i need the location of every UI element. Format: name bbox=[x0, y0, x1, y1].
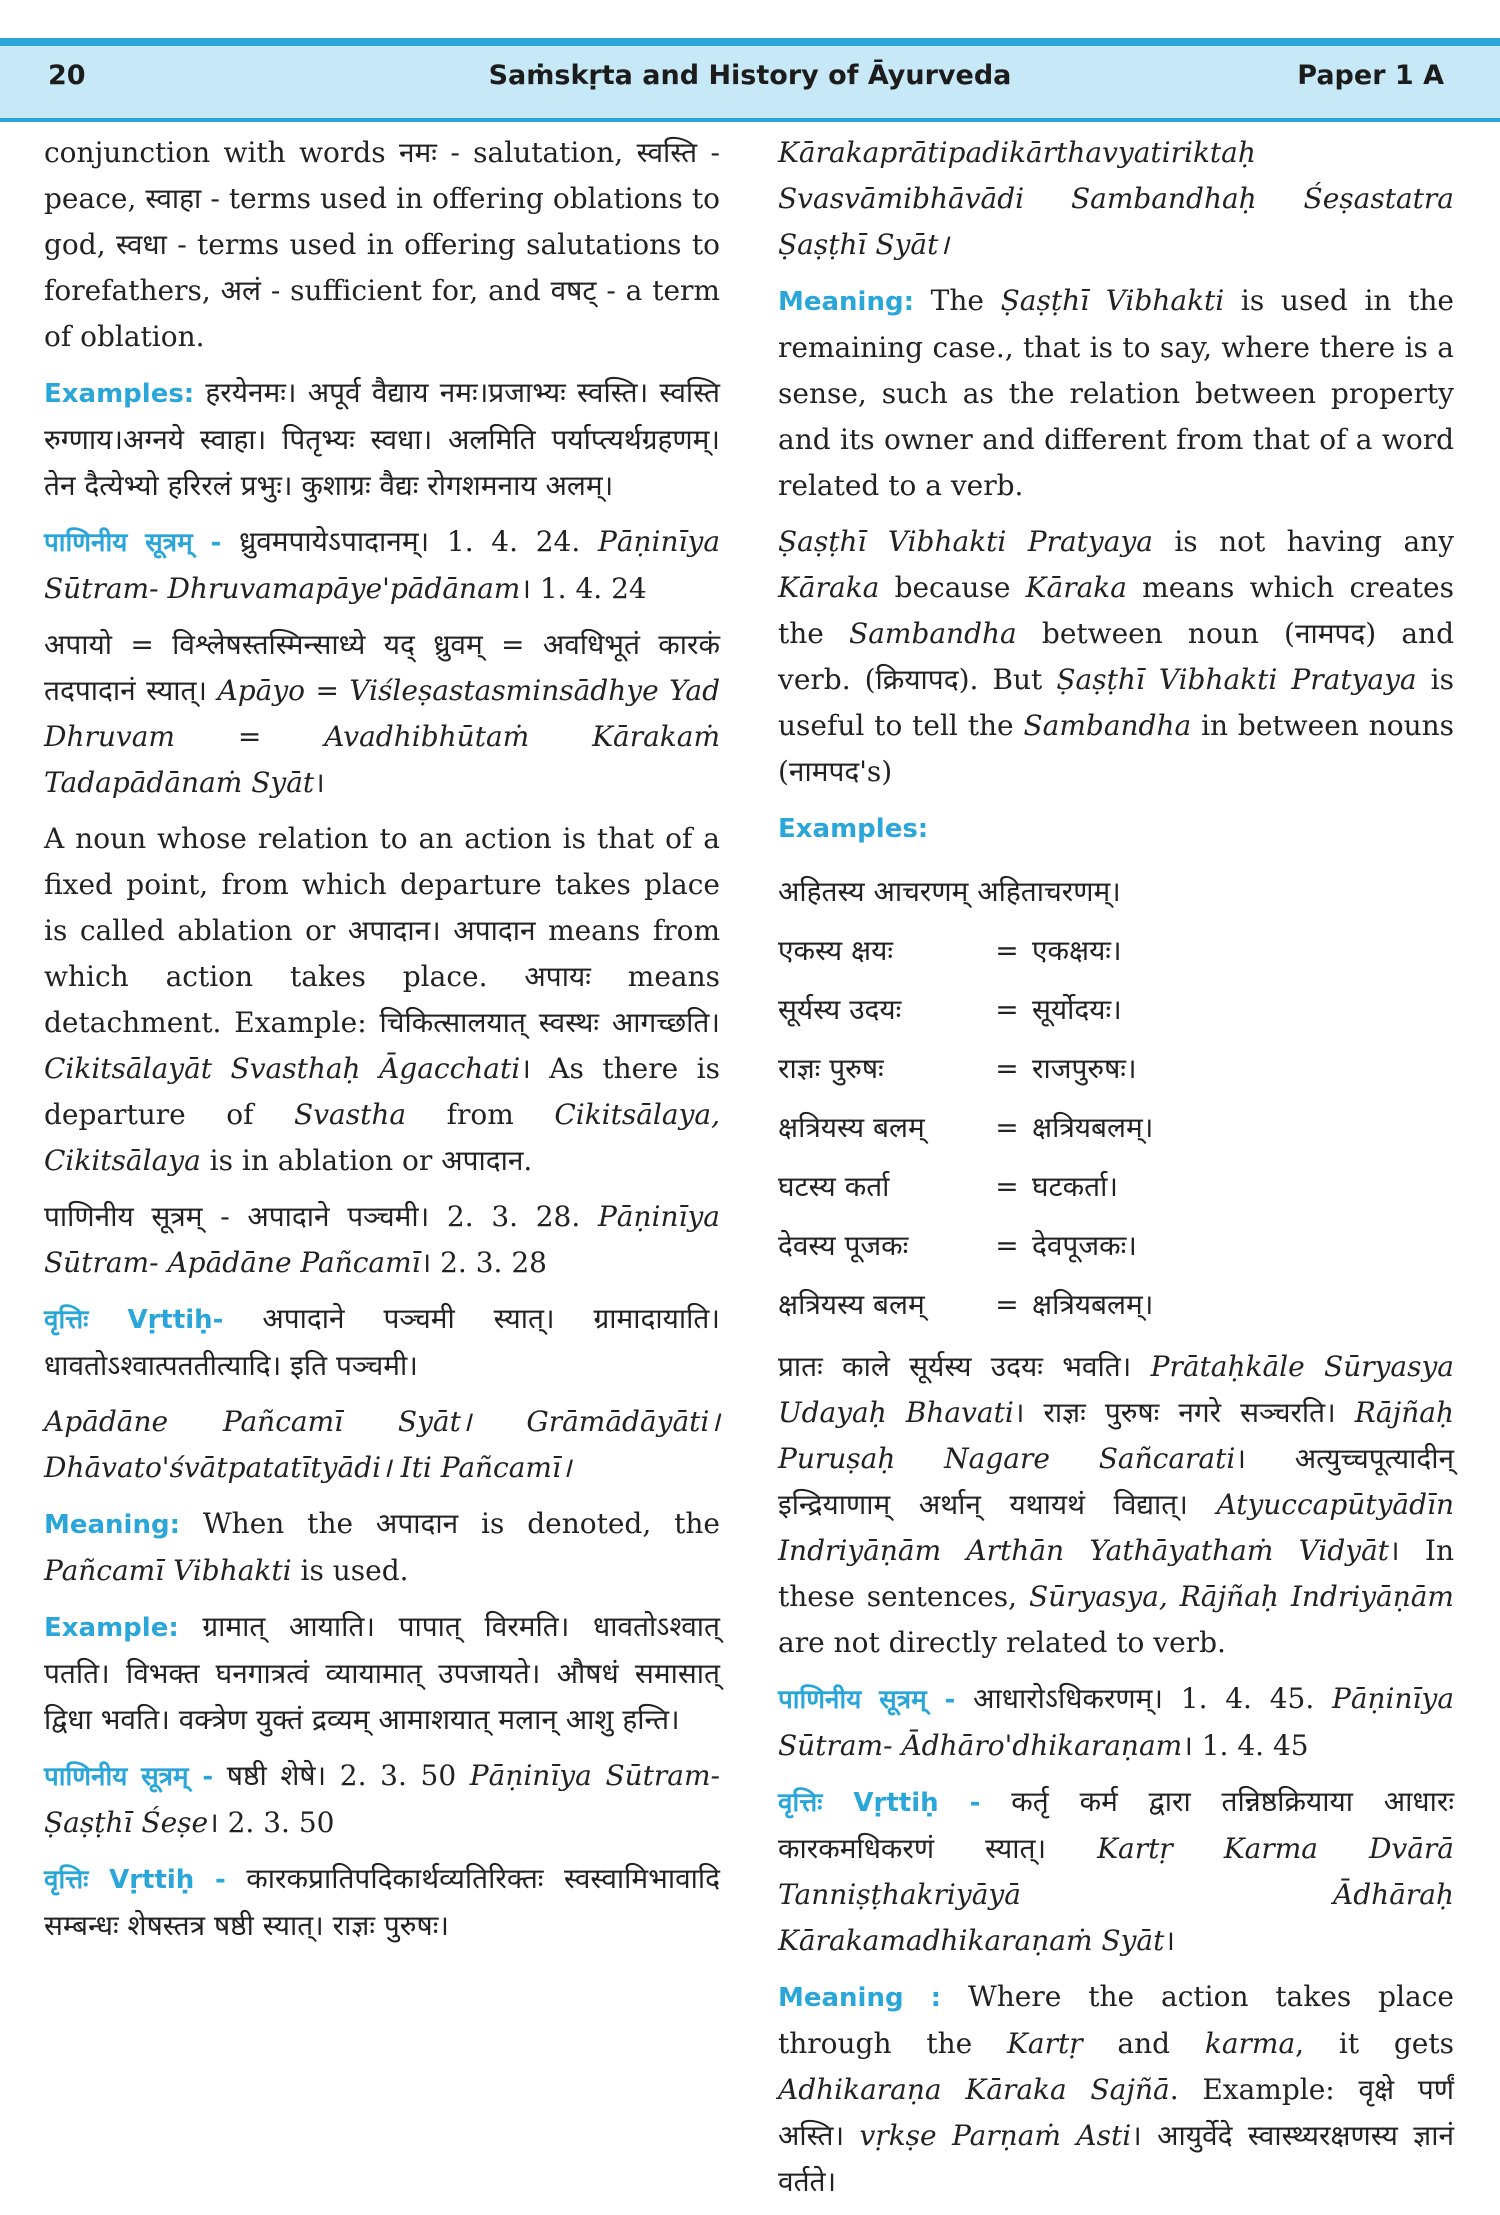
example-compound: सूर्योदयः। bbox=[1032, 992, 1122, 1026]
paragraph: प्रातः काले सूर्यस्य उदयः भवति। Prātaḥkāle Sūryasya Udayaḥ Bhavati। राज्ञः पुरुषः नगरे सञ्चरति। Rājñaḥ Puruṣaḥ Nagare Sañcarati। अत्युच्चपूत्यादीन् इन्द्रियाणाम् अर्थान् यथायथं विद्यात्। Atyuccapūtyādīn Indriyāṇām Arthān Yathāyathaṁ Vidyāt। In these sentences, Sūryasya, Rājñaḥ Indriyāṇām are not directly related to verb. bbox=[778, 1350, 1455, 1659]
paragraph: Kārakaprātipadikārthavyatiriktaḥ Svasvāmibhāvādi Sambandhaḥ Śeṣastatra Ṣaṣṭhī Syāt। bbox=[778, 136, 1454, 261]
sutra-label: पाणिनीय सूत्रम् - bbox=[778, 1685, 956, 1715]
meaning-label: Meaning: bbox=[778, 287, 914, 317]
example-label: Example: bbox=[44, 1613, 179, 1643]
example-compound: एकक्षयः। bbox=[1032, 933, 1122, 967]
example-source: क्षत्रियस्य बलम् bbox=[778, 1287, 925, 1321]
equals-sign: = bbox=[995, 1228, 1019, 1262]
paper-label: Paper 1 A bbox=[1297, 60, 1444, 91]
example-paragraph: Example: ग्रामात् आयाति। पापात् विरमति। धावतोऽश्वात् पतति। विभक्त घनगात्रत्वं व्यायामात् उपजायते। औषधं समासात् द्विधा भवति। वक्त्रेण युक्तं द्रव्यम् आमाशयात् मलान् आशु हन्ति। bbox=[44, 1610, 720, 1736]
example-source: देवस्य पूजकः bbox=[778, 1228, 909, 1262]
left-column bbox=[44, 130, 720, 1959]
sutra-paragraph: पाणिनीय सूत्रम् - आधारोऽधिकरणम्। 1. 4. 45. Pāṇinīya Sūtram- Ādhāro'dhikaraṇam। 1. 4. 45 bbox=[778, 1682, 1455, 1762]
examples-label: Examples: bbox=[778, 814, 929, 844]
example-row bbox=[778, 921, 1454, 980]
page-number: 20 bbox=[48, 60, 86, 91]
examples-list bbox=[778, 921, 1454, 1334]
example-compound: देवपूजकः। bbox=[1032, 1228, 1137, 1262]
sutra-label: पाणिनीय सूत्रम् - bbox=[44, 528, 222, 558]
meaning-label: Meaning: bbox=[44, 1510, 180, 1540]
paragraph: conjunction with words नमः - salutation, स्वस्ति - peace, स्वाहा - terms used in offering oblations to god, स्वधा - terms used in offering salutations to forefathers, अलं - sufficient for, and वषट् - a term of oblation. bbox=[44, 136, 720, 353]
sutra-paragraph: पाणिनीय सूत्रम् - षष्ठी शेषे। 2. 3. 50 Pāṇinīya Sūtram- Ṣaṣṭhī Śeṣe। 2. 3. 50 bbox=[44, 1759, 720, 1839]
example-compound: राजपुरुषः। bbox=[1032, 1051, 1137, 1085]
meaning-label: Meaning : bbox=[778, 1983, 942, 2013]
sutra-label: पाणिनीय सूत्रम् - bbox=[44, 1762, 214, 1792]
vrtti-paragraph: वृत्तिः Vṛttiḥ- अपादाने पञ्चमी स्यात्। ग्रामादायाति। धावतोऽश्वात्पततीत्यादि। इति पञ्चमी। bbox=[44, 1302, 720, 1382]
vrtti-label: वृत्तिः Vṛttiḥ - bbox=[44, 1865, 226, 1895]
example-compound: क्षत्रियबलम्। bbox=[1032, 1110, 1154, 1144]
example-row bbox=[778, 1039, 1454, 1098]
paragraph: अपायो = विश्लेषस्तस्मिन्साध्ये यद् ध्रुवम् = अवधिभूतं कारकं तदपादानं स्यात्। Apāyo = Viśleṣastasminsādhye Yad Dhruvam = Avadhibhūtaṁ Kārakaṁ Tadapādānaṁ Syāt। bbox=[44, 628, 721, 799]
paragraph: पाणिनीय सूत्रम् - अपादाने पञ्चमी। 2. 3. 28. Pāṇinīya Sūtram- Apādāne Pañcamī। 2. 3. 28 bbox=[44, 1200, 720, 1279]
book-title: Saṁskṛta and History of Āyurveda bbox=[488, 60, 1012, 91]
paragraph: Ṣaṣṭhī Vibhakti Pratyaya is not having any Kāraka because Kāraka means which creates the Sambandha between noun (नामपद) and verb. (क्रियापद). But Ṣaṣṭhī Vibhakti Pratyaya is useful to tell the Sambandha in between nouns (नामपद's) bbox=[778, 525, 1455, 788]
equals-sign: = bbox=[995, 1169, 1019, 1203]
example-row bbox=[778, 1275, 1454, 1334]
example-source: सूर्यस्य उदयः bbox=[778, 992, 902, 1026]
meaning-paragraph: Meaning: When the अपादान is denoted, the Pañcamī Vibhakti is used. bbox=[44, 1507, 720, 1587]
equals-sign: = bbox=[995, 992, 1019, 1026]
equals-sign: = bbox=[995, 1110, 1019, 1144]
vrtti-paragraph: वृत्तिः Vṛttiḥ - कर्तृ कर्म द्वारा तन्निष्ठक्रियाया आधारः कारकमधिकरणं स्यात्। Kartṛ Karma Dvārā Tanniṣṭhakriyāyā Ādhāraḥ Kārakamadhikaraṇaṁ Syāt। bbox=[778, 1785, 1455, 1957]
example-source: एकस्य क्षयः bbox=[778, 933, 893, 967]
example-source: क्षत्रियस्य बलम् bbox=[778, 1110, 925, 1144]
vrtti-label: वृत्तिः Vṛttiḥ- bbox=[44, 1305, 224, 1335]
meaning-paragraph: Meaning: The Ṣaṣṭhī Vibhakti is used in the remaining case., that is to say, where there is a sense, such as the relation between property and its owner and different from that of a word related to a verb. bbox=[778, 284, 1454, 502]
header-top-line bbox=[0, 38, 1500, 46]
example-source: राज्ञः पुरुषः bbox=[778, 1051, 884, 1085]
paragraph: A noun whose relation to an action is that of a fixed point, from which departure takes place is called ablation or अपादान। अपादान means from which action takes place. अपायः means detachment. Example: चिकित्सालयात् स्वस्थः आगच्छति। Cikitsālayāt Svasthaḥ Āgacchati। As there is departure of Svastha from Cikitsālaya, Cikitsālaya is in ablation or अपादान. bbox=[44, 822, 720, 1177]
examples-heading bbox=[778, 805, 1454, 852]
example-row bbox=[778, 1216, 1454, 1275]
sutra-paragraph: पाणिनीय सूत्रम् - ध्रुवमपायेऽपादानम्। 1. 4. 24. Pāṇinīya Sūtram- Dhruvamapāye'pādānam। 1. 4. 24 bbox=[44, 525, 721, 605]
example-row bbox=[778, 1157, 1454, 1216]
example-intro: अहितस्य आचरणम् अहिताचरणम्। bbox=[778, 874, 1121, 908]
meaning-paragraph: Meaning : Where the action takes place through the Kartṛ and karma, it gets Adhikaraṇa Kāraka Sajñā. Example: वृक्षे पर्णं अस्ति। vṛkṣe Parṇaṁ Asti। आयुर्वेदे स्वास्थ्यरक्षणस्य ज्ञानं वर्तते। bbox=[778, 1980, 1454, 2198]
example-source: घटस्य कर्ता bbox=[778, 1169, 890, 1203]
example-compound: क्षत्रियबलम्। bbox=[1032, 1287, 1154, 1321]
equals-sign: = bbox=[995, 933, 1019, 967]
page-header bbox=[0, 46, 1500, 122]
equals-sign: = bbox=[995, 1287, 1019, 1321]
examples-label: Examples: bbox=[44, 379, 195, 409]
paragraph: Apādāne Pañcamī Syāt। Grāmādāyāti। Dhāvato'śvātpatatītyādi। Iti Pañcamī। bbox=[44, 1405, 721, 1484]
examples-paragraph: Examples: हरयेनमः। अपूर्व वैद्याय नमः।प्रजाभ्यः स्वस्ति। स्वस्ति रुग्णाय।अग्नये स्वाहा। पितृभ्यः स्वधा। अलमिति पर्याप्त्यर्थग्रहणम्। तेन दैत्येभ्यो हरिरलं प्रभुः। कुशाग्रः वैद्यः रोगशमनाय अलम्। bbox=[44, 376, 720, 502]
vrtti-paragraph: वृत्तिः Vṛttiḥ - कारकप्रातिपदिकार्थव्यतिरिक्तः स्वस्वामिभावादि सम्बन्धः शेषस्तत्र षष्ठी स्यात्। राज्ञः पुरुषः। bbox=[44, 1862, 721, 1942]
equals-sign: = bbox=[995, 1051, 1019, 1085]
right-column bbox=[778, 130, 1454, 2215]
example-row bbox=[778, 980, 1454, 1039]
example-compound: घटकर्ता। bbox=[1032, 1169, 1118, 1203]
example-row bbox=[778, 1098, 1454, 1157]
vrtti-label: वृत्तिः Vṛttiḥ - bbox=[778, 1788, 981, 1818]
